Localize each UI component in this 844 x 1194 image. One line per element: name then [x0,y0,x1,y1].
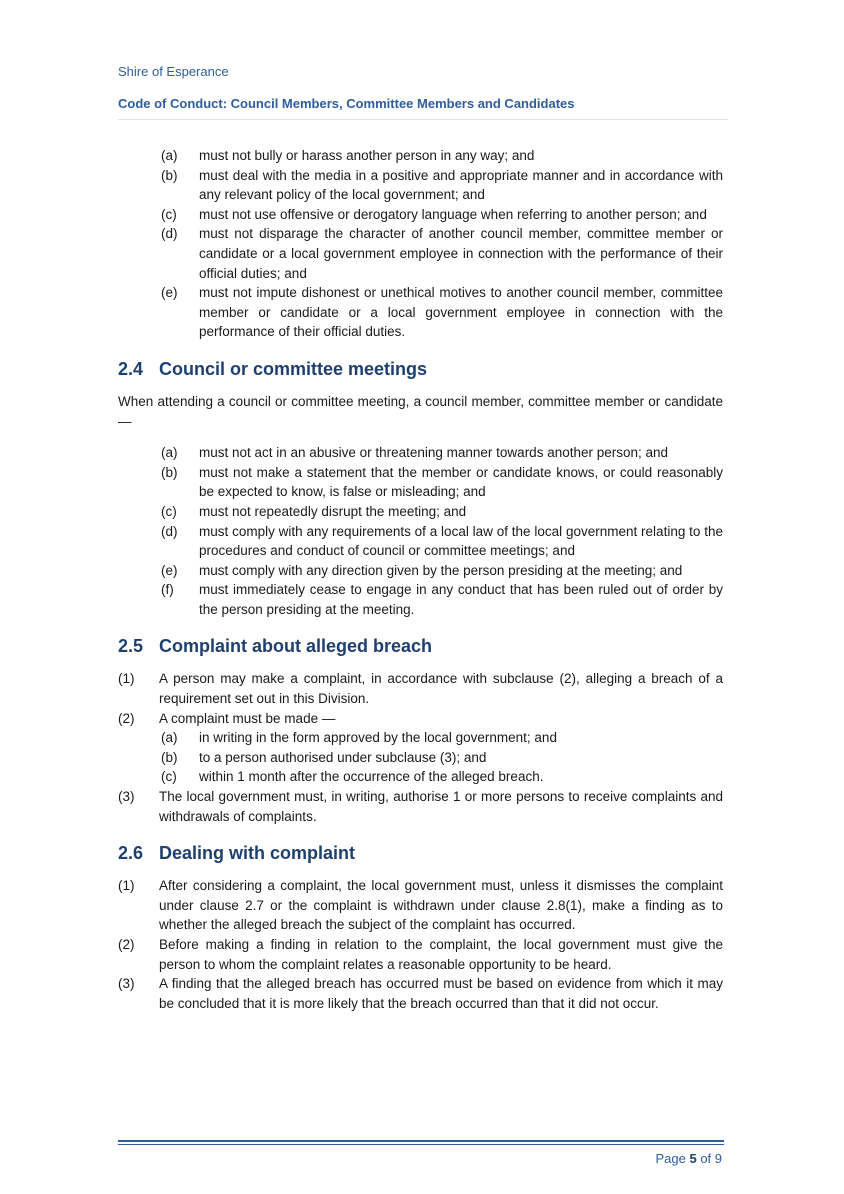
item-text: must not repeatedly disrupt the meeting; and [199,503,467,519]
footer-divider-thin [118,1144,724,1145]
item-text: in writing in the form approved by the local government; and [199,730,557,746]
item-text: The local government must, in writing, authorise 1 or more persons to receive complaints and withdrawals of complaints. [159,789,723,824]
section-heading-2-6 [118,842,723,864]
item-text: must not make a statement that the member or candidate knows, or could reasonably be expected to know, is false or misleading; and [199,464,723,500]
item-text: must comply with any requirements of a local law of the local government relating to the procedures and conduct of council or committee meetings; and [199,523,723,559]
item-label: (a) [161,148,178,163]
item-label: (1) [118,671,135,687]
item-text: must not use offensive or derogatory language when referring to another person; and [199,206,707,222]
list-item [118,463,723,502]
clause-item [118,709,723,729]
item-label: (d) [161,523,178,539]
page-prefix: Page [655,1151,686,1166]
section-title: Complaint about alleged breach [159,636,433,657]
section-intro: When attending a council or committee meeting, a council member, committee member or candidate — [118,393,723,429]
item-text: must deal with the media in a positive and appropriate manner and in accordance with any relevant policy of the local government; and [199,167,723,203]
list-item [118,146,723,166]
item-text: must not bully or harass another person in any way; and [199,148,535,163]
item-label: (2) [118,710,135,726]
section-heading-2-4 [118,358,723,380]
item-text: After considering a complaint, the local government must, unless it dismisses the complaint under clause 2.7 or the complaint is withdrawn under clause 2.8(1), make a finding as to whether the alleged breach the subject of the complaint has occurred. [159,878,723,933]
item-text: to a person authorised under subclause (3); and [199,749,487,765]
page-number [655,1151,722,1166]
item-label: (b) [161,464,178,480]
section-title: Council or committee meetings [159,358,428,379]
list-item [118,283,723,342]
item-label: (c) [161,206,177,222]
clause-item [118,935,723,974]
page-total: of 9 [700,1151,722,1166]
item-label: (3) [118,976,135,992]
item-label: (c) [161,769,177,785]
list-item [118,580,723,619]
list-item [118,224,723,283]
item-label: (3) [118,789,135,805]
footer-divider [118,1140,724,1142]
list-item [118,205,723,225]
item-text: within 1 month after the occurrence of the alleged breach. [199,769,544,785]
list-item [118,443,723,463]
list-item [118,767,723,787]
list-item [118,561,723,581]
clause-item [118,787,723,826]
item-label: (e) [161,562,178,578]
clause-item [118,669,723,708]
item-text: Before making a finding in relation to the complaint, the local government must give the person to whom the complaint relates a reasonable opportunity to be heard. [159,937,723,972]
header-organisation: Shire of Esperance [118,64,229,79]
page-body [118,146,723,1013]
complaint-clause-list [118,669,723,826]
section-number: 2.6 [118,843,144,864]
dealing-clause-list [118,876,723,1013]
section-number: 2.5 [118,636,144,657]
item-label: (b) [161,167,178,183]
section-heading-2-5 [118,635,723,657]
list-item [118,748,723,768]
list-item [118,166,723,205]
list-item [118,502,723,522]
list-item [118,522,723,561]
item-label: (d) [161,226,178,242]
item-text: must not disparage the character of another council member, committee member or candidate or a local government employee in connection with the performance of their official duties; and [199,226,723,281]
item-text: must comply with any direction given by the person presiding at the meeting; and [199,562,683,578]
item-label: (c) [161,503,177,519]
current-page: 5 [689,1151,697,1166]
item-text: must not impute dishonest or unethical motives to another council member, committee member or candidate or a local government employee in connection with the performance of their official duties. [199,285,723,340]
continued-list [118,146,723,342]
clause-item [118,974,723,1013]
item-label: (a) [161,730,178,746]
item-text: must immediately cease to engage in any conduct that has been ruled out of order by the person presiding at the meeting. [199,582,723,617]
meeting-rules-list [118,443,723,619]
section-title: Dealing with complaint [159,843,356,864]
item-text: A complaint must be made — [159,710,336,726]
section-number: 2.4 [118,358,144,379]
item-label: (2) [118,937,135,952]
item-text: must not act in an abusive or threatening manner towards another person; and [199,445,669,461]
item-label: (b) [161,749,178,765]
header-document-title: Code of Conduct: Council Members, Committee Members and Candidates [118,96,575,111]
item-text: A finding that the alleged breach has occurred must be based on evidence from which it may be concluded that it is more likely that the breach occurred than that it did not occur. [159,976,723,1011]
list-item [118,728,723,748]
clause-item [118,876,723,935]
item-label: (f) [161,582,174,598]
header-divider [118,119,728,120]
item-label: (1) [118,878,135,894]
item-label: (e) [161,285,178,301]
item-text: A person may make a complaint, in accordance with subclause (2), alleging a breach of a requirement set out in this Division. [159,671,723,707]
item-label: (a) [161,445,178,461]
